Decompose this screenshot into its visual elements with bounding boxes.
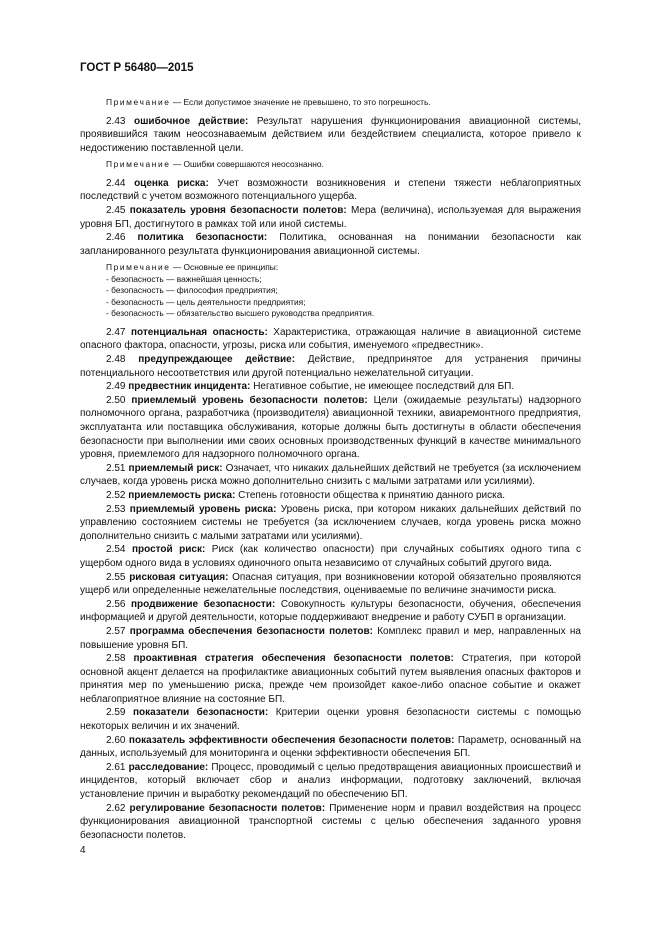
term-entry [80,177,581,204]
term-name: показатель эффективности обеспечения безопасности полетов: [128,734,455,746]
term-name: потенциальная опасность: [130,326,268,338]
note-list-item: - безопасность — обязательство высшего руководства предприятия. [106,308,375,319]
term-name: приемлемый риск: [128,462,223,474]
term-name: продвижение безопасности: [131,598,276,610]
note-label: Примечание [106,97,171,107]
term-definition: Комплекс правил и мер, направленных на повышение уровня БП. [80,625,581,651]
note-block [106,97,581,109]
term-name: приемлемость риска: [128,489,236,501]
term-name: политика безопасности: [137,232,268,244]
term-number: 2.43 [106,115,126,127]
term-definition: Критерии оценки уровня безопасности системы с помощью некоторых величин и их значений. [80,707,581,733]
term-entry [80,706,581,733]
note-block [106,159,581,171]
term-name: показатели безопасности: [132,707,269,719]
term-name: рисковая ситуация: [129,571,229,583]
note-dash: — [172,159,182,170]
term-definition: Действие, предпринятое для устранения причины потенциального несоответствия или другой потенциально нежелательной ситуации. [80,354,582,379]
note-dash: — [172,262,182,273]
term-entry [80,598,581,625]
note-text: Если допустимое значение не превышено, то это погрешность. [183,97,431,107]
term-number: 2.50 [106,394,126,406]
term-entry [80,380,581,394]
note-label: Примечание [106,159,171,170]
term-number: 2.54 [106,544,126,556]
term-definition: Применение норм и правил воздействия на процесс функционирования авиационной транспортной системы с целью обеспечения заданного уровня безопасности полетов. [80,802,582,841]
note-list-item: - безопасность — философия предприятия; [106,285,278,296]
note-block [106,262,581,320]
term-definition: Результат нарушения функционирования авиационной системы, проявившийся таким неосознаваемым действием или бездействием специалиста, которое привело к недостижению поставленной цели. [80,115,582,154]
term-entry [80,326,581,353]
term-definition: Стратегия, при которой основной акцент делается на профилактике авиационных событий путем выявления опасных факторов и принятия мер по уменьшению риска, прежде чем произойдет какое-либо опасное событие и окажет неблагоприятное влияние на состояние БП. [80,653,582,705]
term-number: 2.62 [106,802,126,814]
term-entry [80,204,581,231]
term-entry [80,489,581,503]
term-name: показатель уровня безопасности полетов: [129,204,347,216]
term-entry [80,115,581,156]
term-number: 2.47 [106,326,126,338]
terms-list [80,93,581,842]
term-number: 2.57 [106,625,126,637]
term-entry [80,503,581,544]
term-number: 2.60 [106,734,126,746]
term-name: приемлемый уровень риска: [129,503,277,515]
term-definition: Процесс, проводимый с целью предотвращения авиационных происшествий и инцидентов, который включает сбор и анализ информации, подготовку заключений, включая установление причин и выработку рекомендаций по обеспечению БП. [80,761,581,801]
term-entry [80,543,581,570]
term-entry [80,802,581,843]
term-entry [80,394,581,462]
note-text: Основные ее принципы: [183,262,279,273]
term-number: 2.45 [106,204,126,216]
term-entry [80,571,581,598]
term-number: 2.48 [106,354,126,366]
term-entry [80,462,581,489]
note-text: Ошибки совершаются неосознанно. [183,159,324,170]
term-name: оценка риска: [134,177,209,189]
term-entry [80,761,581,802]
term-definition: Опасная ситуация, при возникновении которой обязательно проявляются ущерб или определенные нежелательные последствия, оцениваемые по величине значимости риска. [80,571,581,597]
term-name: расследование: [128,761,209,773]
term-definition: Степень готовности общества к принятию данного риска. [238,489,506,501]
note-dash: — [172,97,182,107]
term-definition: Риск (как количество опасности) при случайных событиях одного типа с ущербом одного вида в условиях одиночного опыта независимо от случайных событий другого вида. [80,544,582,569]
term-number: 2.52 [106,489,126,501]
term-number: 2.56 [106,598,126,610]
term-number: 2.51 [106,462,126,474]
term-entry [80,353,581,380]
note-list-item: - безопасность — важнейшая ценность; [106,273,262,284]
term-number: 2.58 [106,653,126,665]
term-definition: Параметр, основанный на данных, используемый для мониторинга и оценки эффективности обеспечения БП. [80,734,582,760]
term-name: предупреждающее действие: [138,354,296,366]
term-definition: Негативное событие, не имеющее последствий для БП. [253,381,515,393]
term-definition: Мера (величина), используемая для выражения уровня БП, достигнутого в рамках той или иной системы. [80,204,581,230]
term-name: ошибочное действие: [133,115,249,127]
term-entry [80,625,581,652]
term-entry [80,652,581,706]
note-label: Примечание [106,262,171,273]
page-number: 4 [80,845,86,856]
term-name: приемлемый уровень безопасности полетов: [131,394,368,406]
term-definition: Характеристика, отражающая наличие в авиационной системе опасного фактора, опасности, угрозы, риска или события, именуемого «предвестник». [80,326,582,352]
note-list-item: - безопасность — цель деятельности предприятия; [106,296,306,307]
term-definition: Политика, основанная на понимании безопасности как запланированного результата функционирования авиационной системы. [80,232,582,257]
term-definition: Совокупность культуры безопасности, обучения, обеспечения информацией и другой деятельности, которые поддерживают внедрение и работу СУБП в организации. [80,598,581,624]
term-definition: Означает, что никаких дальнейших действий не требуется (за исключением случаев, когда уровень риска можно дополнительно снизить с малыми затратами или усилиями). [80,462,581,488]
term-number: 2.55 [106,571,126,583]
term-entry [80,734,581,761]
term-name: программа обеспечения безопасности полетов: [129,625,373,637]
term-number: 2.59 [106,707,126,719]
term-number: 2.49 [106,381,126,393]
term-definition: Учет возможности возникновения и степени тяжести неблагоприятных последствий с учетом возможного потенциального ущерба. [80,177,582,203]
term-number: 2.53 [106,503,126,515]
term-number: 2.46 [106,232,126,244]
term-name: проактивная стратегия обеспечения безопасности полетов: [133,653,454,665]
term-definition: Цели (ожидаемые результаты) надзорного полномочного органа, разработчика (производителя) авиационной техники, авиаремонтного предприятия, эксплуатанта или поставщика обслуживания, которые должны быть достигнуты в области обеспечения безопасности при выполнении ими своих основных производственных функций в качестве минимального уровня, приемлемого для надзорного полномочного органа. [80,394,582,461]
term-definition: Уровень риска, при котором никаких дальнейших действий по управлению состоянием системы не требуется (за исключением случаев, когда уровень риска можно дополнительно снизить с малыми затратами или усилиями). [80,503,582,542]
term-number: 2.44 [106,177,126,189]
term-number: 2.61 [106,761,126,773]
term-name: регулирование безопасности полетов: [129,802,326,814]
term-name: предвестник инцидента: [128,381,251,393]
note-list [106,274,581,320]
term-name: простой риск: [131,544,206,556]
standard-designation: ГОСТ Р 56480—2015 [80,62,194,74]
term-entry [80,231,581,258]
